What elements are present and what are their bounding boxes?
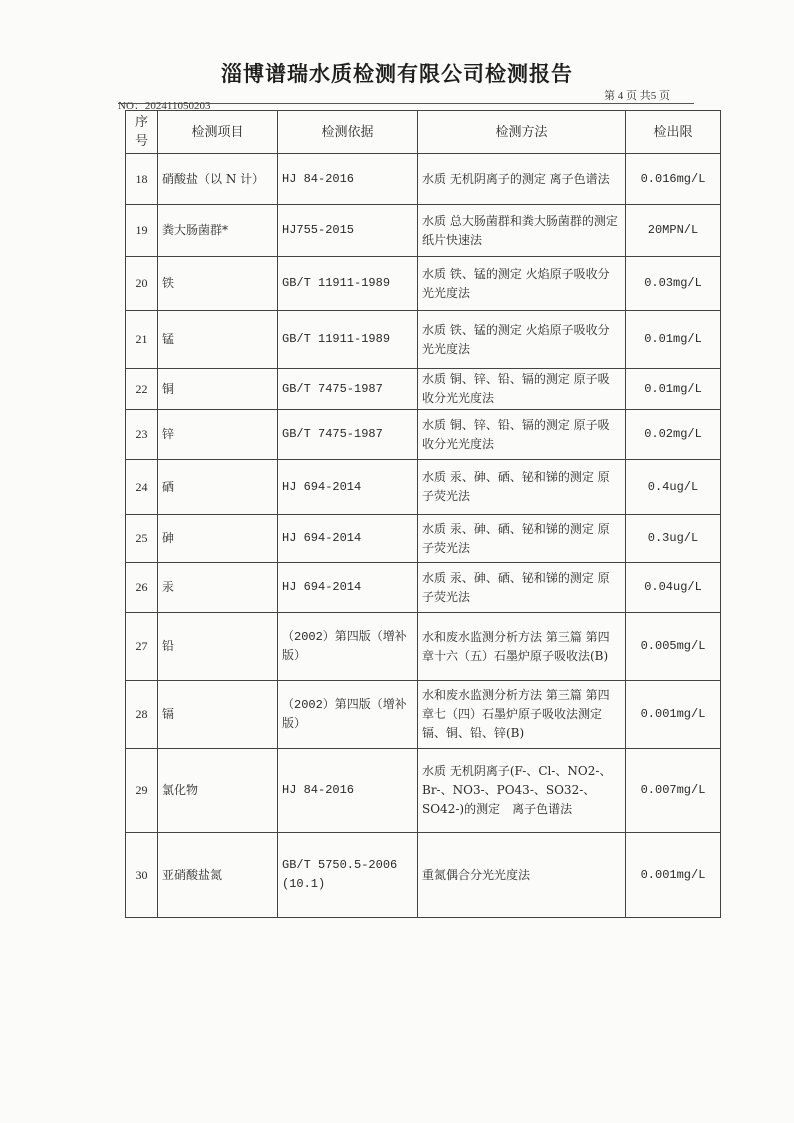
row-method: 水质 无机阴离子的测定 离子色谱法 <box>418 154 626 205</box>
row-item: 锌 <box>158 410 278 460</box>
row-method: 水质 汞、砷、硒、铋和锑的测定 原子荧光法 <box>418 460 626 515</box>
table-row <box>126 369 721 410</box>
table-row <box>126 613 721 681</box>
row-item: 粪大肠菌群* <box>158 205 278 257</box>
row-method: 水和废水监测分析方法 第三篇 第四章七（四）石墨炉原子吸收法测定镉、铜、铅、锌(B) <box>418 681 626 749</box>
row-item: 砷 <box>158 515 278 563</box>
table-row <box>126 205 721 257</box>
row-method: 水质 铁、锰的测定 火焰原子吸收分光光度法 <box>418 311 626 369</box>
row-basis: GB/T 5750.5-2006 (10.1) <box>278 833 418 918</box>
row-limit: 0.4ug/L <box>626 460 721 515</box>
row-limit: 0.007mg/L <box>626 749 721 833</box>
row-seq: 18 <box>126 154 158 205</box>
row-method: 水质 汞、砷、硒、铋和锑的测定 原子荧光法 <box>418 563 626 613</box>
row-item: 铁 <box>158 257 278 311</box>
row-limit: 0.03mg/L <box>626 257 721 311</box>
row-basis: HJ 694-2014 <box>278 515 418 563</box>
row-basis: GB/T 11911-1989 <box>278 311 418 369</box>
table-row <box>126 681 721 749</box>
row-item: 氯化物 <box>158 749 278 833</box>
row-limit: 0.016mg/L <box>626 154 721 205</box>
row-seq: 29 <box>126 749 158 833</box>
table-header-row <box>126 111 721 154</box>
row-method: 重氮偶合分光光度法 <box>418 833 626 918</box>
row-limit: 0.3ug/L <box>626 515 721 563</box>
column-header-item: 检测项目 <box>158 111 278 154</box>
row-limit: 0.001mg/L <box>626 681 721 749</box>
row-basis: HJ 84-2016 <box>278 749 418 833</box>
table-row <box>126 749 721 833</box>
row-limit: 0.02mg/L <box>626 410 721 460</box>
table-row <box>126 154 721 205</box>
row-item: 硝酸盐（以 N 计） <box>158 154 278 205</box>
row-basis: HJ 694-2014 <box>278 563 418 613</box>
row-method: 水质 总大肠菌群和粪大肠菌群的测定 纸片快速法 <box>418 205 626 257</box>
row-item: 亚硝酸盐氮 <box>158 833 278 918</box>
row-basis: GB/T 7475-1987 <box>278 369 418 410</box>
row-method: 水和废水监测分析方法 第三篇 第四章十六（五）石墨炉原子吸收法(B) <box>418 613 626 681</box>
page-info: 第 4 页 共5 页 <box>604 90 670 102</box>
test-items-table <box>125 110 721 918</box>
row-method: 水质 汞、砷、硒、铋和锑的测定 原子荧光法 <box>418 515 626 563</box>
row-seq: 26 <box>126 563 158 613</box>
row-seq: 22 <box>126 369 158 410</box>
row-item: 汞 <box>158 563 278 613</box>
row-item: 镉 <box>158 681 278 749</box>
row-method: 水质 铜、锌、铅、镉的测定 原子吸收分光光度法 <box>418 410 626 460</box>
row-method: 水质 无机阴离子(F-、Cl-、NO2-、Br-、NO3-、PO43-、SO32-、SO42-)的测定 离子色谱法 <box>418 749 626 833</box>
table-row <box>126 833 721 918</box>
column-header-method: 检测方法 <box>418 111 626 154</box>
row-item: 铅 <box>158 613 278 681</box>
row-basis: GB/T 11911-1989 <box>278 257 418 311</box>
header-divider <box>118 103 694 104</box>
table-row <box>126 515 721 563</box>
row-basis: HJ 694-2014 <box>278 460 418 515</box>
page-title: 淄博谱瑞水质检测有限公司检测报告 <box>221 61 573 86</box>
row-basis: （2002）第四版（增补版） <box>278 681 418 749</box>
row-seq: 25 <box>126 515 158 563</box>
table-row <box>126 563 721 613</box>
row-limit: 0.001mg/L <box>626 833 721 918</box>
row-seq: 19 <box>126 205 158 257</box>
table-row <box>126 410 721 460</box>
row-method: 水质 铜、锌、铅、镉的测定 原子吸收分光光度法 <box>418 369 626 410</box>
row-limit: 0.01mg/L <box>626 311 721 369</box>
row-seq: 23 <box>126 410 158 460</box>
row-seq: 21 <box>126 311 158 369</box>
column-header-limit: 检出限 <box>626 111 721 154</box>
row-seq: 24 <box>126 460 158 515</box>
row-method: 水质 铁、锰的测定 火焰原子吸收分光光度法 <box>418 257 626 311</box>
row-basis: HJ 84-2016 <box>278 154 418 205</box>
row-limit: 0.01mg/L <box>626 369 721 410</box>
row-item: 铜 <box>158 369 278 410</box>
table-row <box>126 257 721 311</box>
column-header-basis: 检测依据 <box>278 111 418 154</box>
table-row <box>126 311 721 369</box>
row-basis: GB/T 7475-1987 <box>278 410 418 460</box>
row-item: 硒 <box>158 460 278 515</box>
row-seq: 30 <box>126 833 158 918</box>
row-seq: 20 <box>126 257 158 311</box>
row-basis: （2002）第四版（增补版） <box>278 613 418 681</box>
row-basis: HJ755-2015 <box>278 205 418 257</box>
row-limit: 0.04ug/L <box>626 563 721 613</box>
row-limit: 20MPN/L <box>626 205 721 257</box>
row-seq: 28 <box>126 681 158 749</box>
row-seq: 27 <box>126 613 158 681</box>
table-row <box>126 460 721 515</box>
report-number: NO：202411050203 <box>118 100 211 112</box>
row-limit: 0.005mg/L <box>626 613 721 681</box>
column-header-seq: 序号 <box>126 111 158 154</box>
row-item: 锰 <box>158 311 278 369</box>
